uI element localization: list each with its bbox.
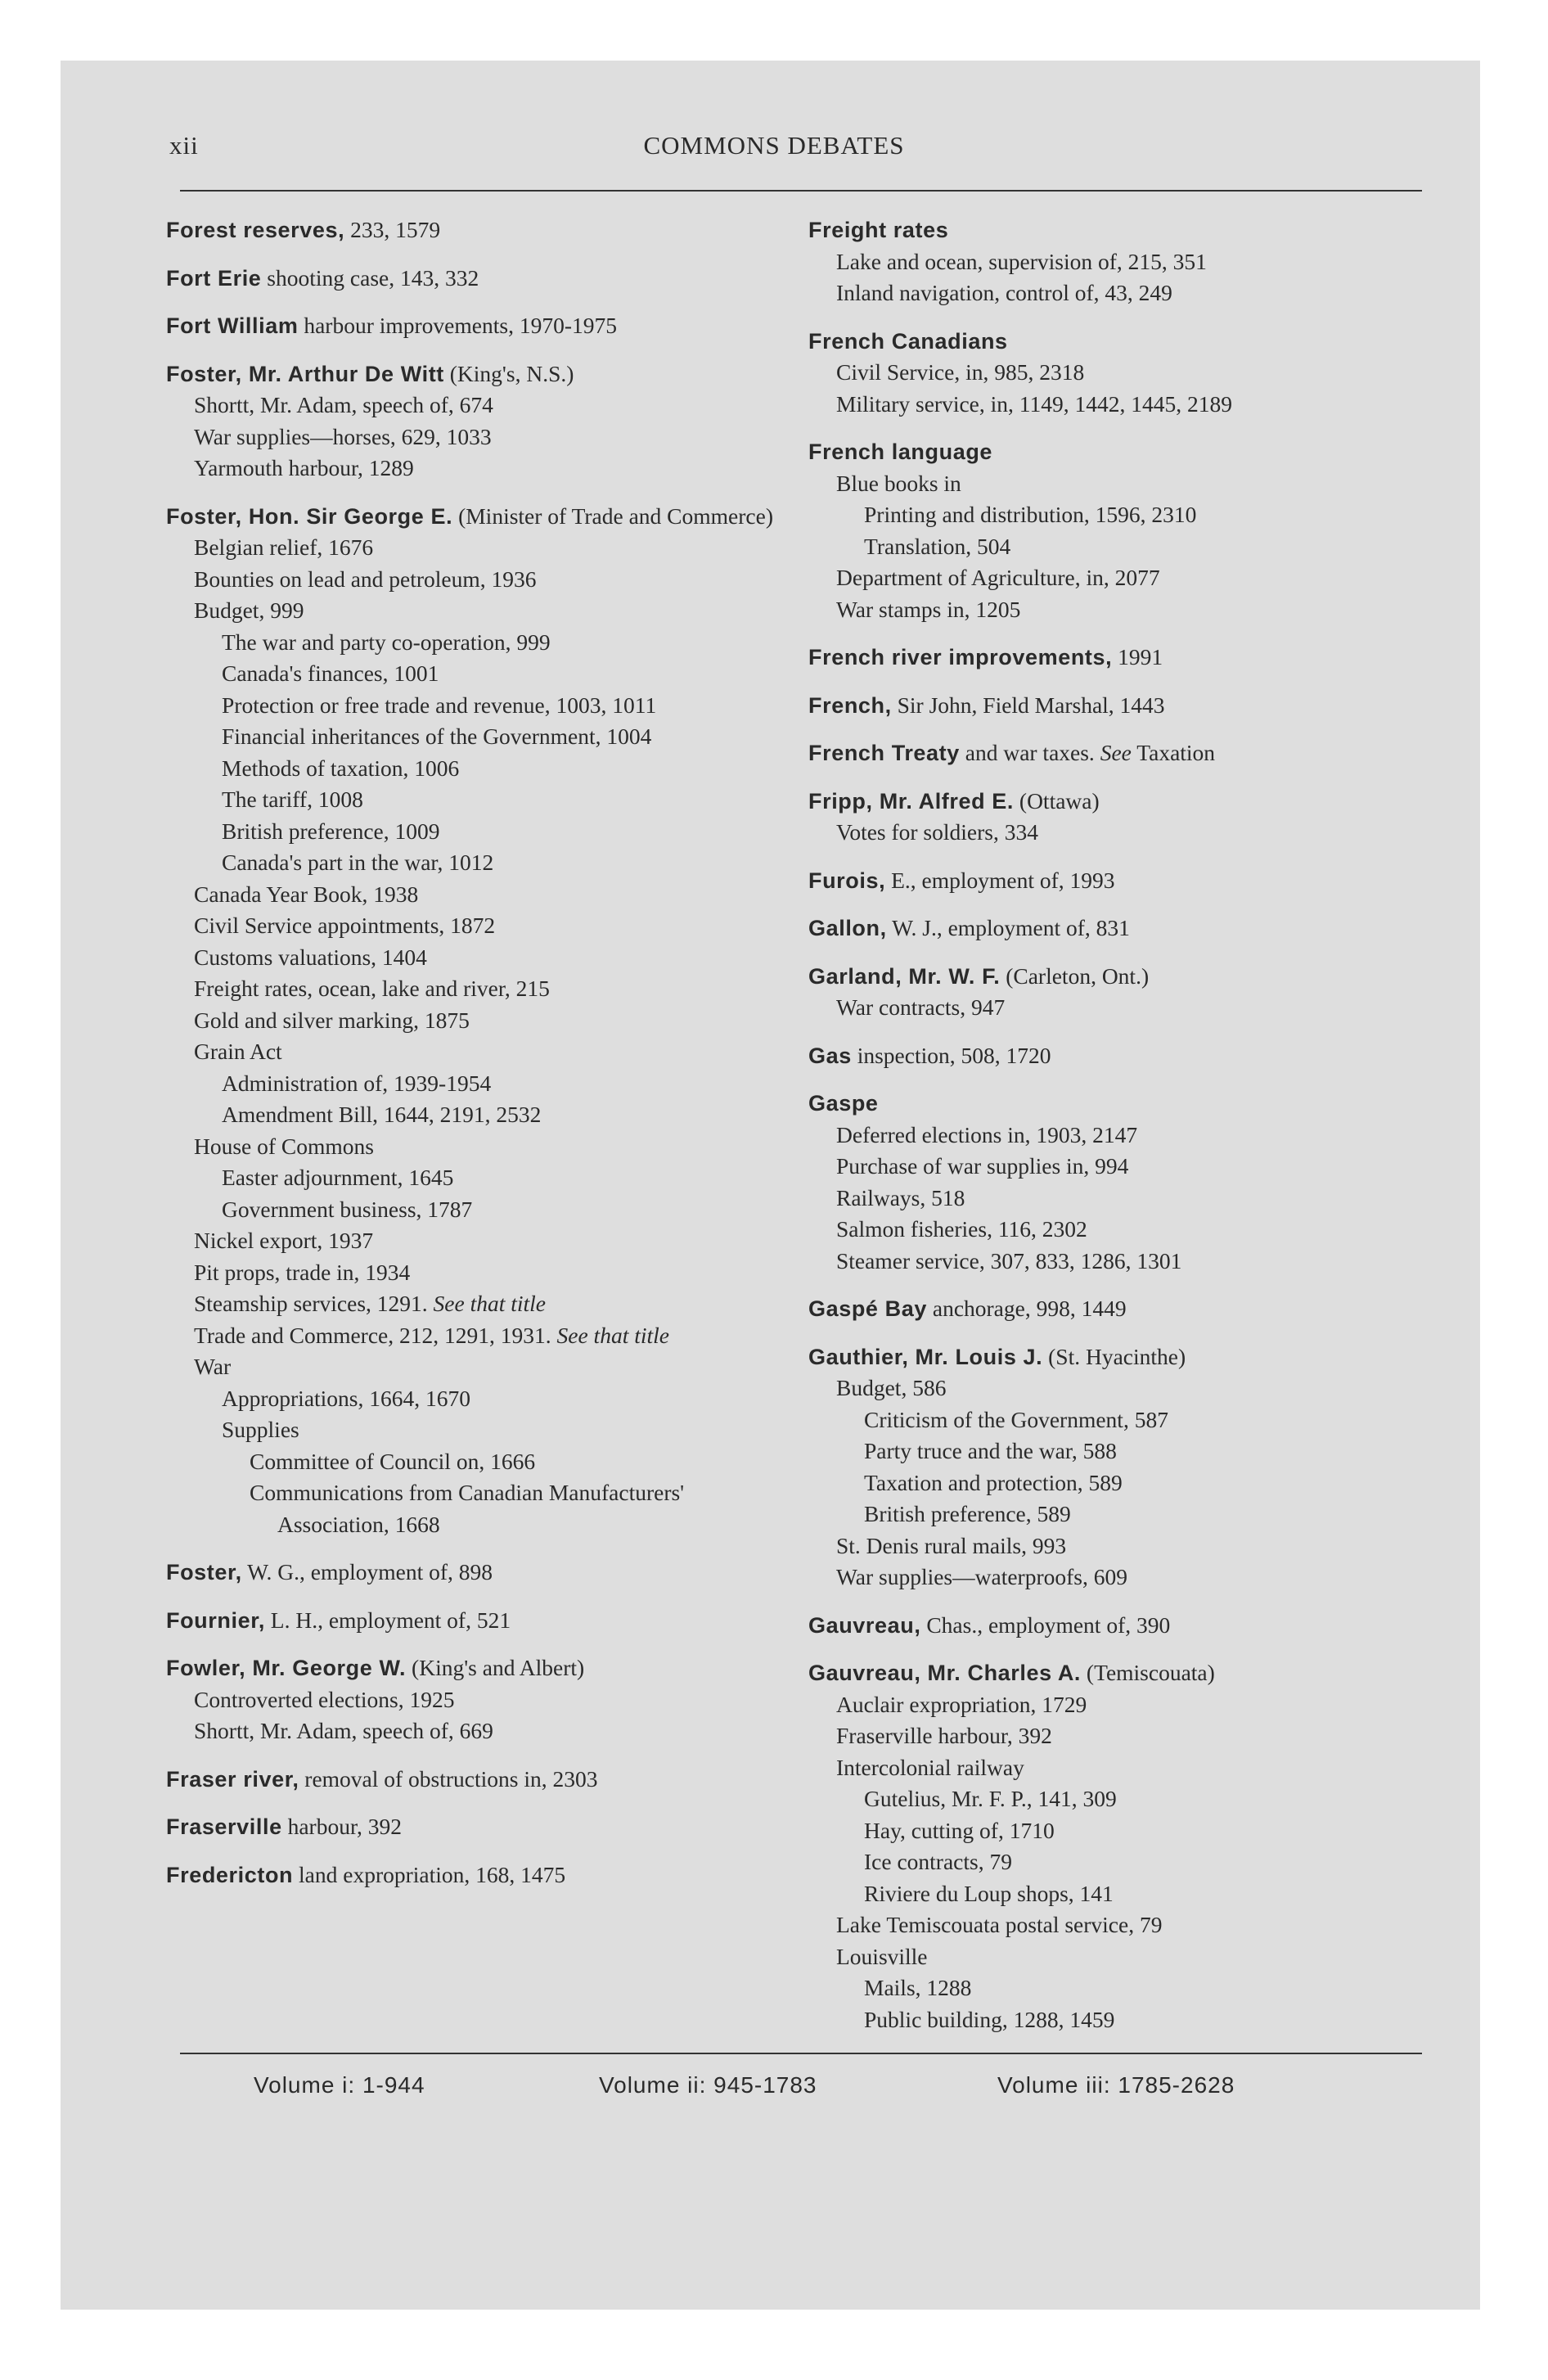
- entry-text: Taxation and protection, 589: [864, 1469, 1123, 1495]
- sub-entry: [166, 1288, 781, 1320]
- cross-reference: See: [1100, 740, 1132, 765]
- entry-text: shooting case, 143, 332: [261, 264, 479, 291]
- entry-text: Fraserville harbour, 392: [836, 1723, 1052, 1748]
- sub-entry: [166, 1068, 781, 1100]
- entry-heading: [166, 358, 781, 390]
- sub-entry: [808, 817, 1426, 849]
- sub-entry: [166, 1320, 781, 1352]
- entry-text: Freight rates, ocean, lake and river, 215: [194, 976, 550, 1001]
- entry-text: Pit props, trade in, 1934: [194, 1259, 411, 1285]
- sub-entry: [166, 1099, 781, 1131]
- sub-entry: [166, 816, 781, 848]
- headword: Fraser river,: [166, 1766, 299, 1792]
- sub-entry: [166, 1684, 781, 1716]
- entry-text: Canada Year Book, 1938: [194, 881, 419, 907]
- index-entry: [808, 1610, 1426, 1642]
- sub-entry: [808, 1815, 1426, 1847]
- sub-entry: [166, 1131, 781, 1163]
- entry-heading: [166, 310, 781, 342]
- sub-entry: [166, 690, 781, 722]
- sub-entry: [808, 246, 1426, 278]
- sub-entry: [166, 1194, 781, 1226]
- entry-heading: [808, 1657, 1426, 1689]
- sub-entry: [166, 973, 781, 1005]
- sub-entry: [808, 992, 1426, 1024]
- sub-entry: [808, 1151, 1426, 1183]
- headword: Fowler, Mr. George W.: [166, 1656, 407, 1680]
- sub-entry: [808, 1120, 1426, 1152]
- headword: Forest reserves,: [166, 218, 345, 242]
- headword: Fraserville: [166, 1814, 282, 1839]
- entry-text: Financial inheritances of the Government, 1004: [222, 723, 652, 749]
- entry-text: Easter adjournment, 1645: [222, 1165, 454, 1190]
- sub-entry: [808, 2004, 1426, 2036]
- entry-heading: [808, 1088, 1426, 1120]
- entry-heading: [166, 1859, 781, 1891]
- entry-text: War contracts, 947: [836, 994, 1006, 1020]
- sub-entry: [808, 1689, 1426, 1721]
- headword: Gauvreau, Mr. Charles A.: [808, 1661, 1082, 1685]
- header-rule: [180, 190, 1422, 192]
- index-entry: [808, 436, 1426, 625]
- index-entry: [166, 214, 781, 246]
- sub-entry: [808, 1720, 1426, 1752]
- sub-entry: [808, 357, 1426, 389]
- sub-entry: [808, 499, 1426, 531]
- entry-heading: [808, 865, 1426, 897]
- index-entry: [166, 1652, 781, 1747]
- sub-entry: [166, 595, 781, 627]
- entry-text: Methods of taxation, 1006: [222, 755, 460, 781]
- entry-text: Criticism of the Government, 587: [864, 1406, 1168, 1432]
- entry-text: E., employment of, 1993: [885, 867, 1115, 893]
- entry-text: Government business, 1787: [222, 1196, 473, 1222]
- entry-text: Canada's part in the war, 1012: [222, 850, 494, 875]
- entry-text: British preference, 589: [864, 1501, 1071, 1526]
- index-entry: [166, 1859, 781, 1891]
- headword: Furois,: [808, 868, 886, 893]
- entry-text: Yarmouth harbour, 1289: [194, 455, 414, 480]
- headword: French language: [808, 439, 993, 464]
- sub-entry: [166, 1446, 781, 1478]
- index-entry: [166, 501, 781, 1541]
- headword: Fredericton: [166, 1862, 294, 1887]
- entry-text: Belgian relief, 1676: [194, 534, 374, 560]
- entry-heading: [808, 913, 1426, 944]
- entry-text: Auclair expropriation, 1729: [836, 1691, 1087, 1717]
- index-entry: [166, 310, 781, 342]
- footer-rule: [180, 2053, 1422, 2054]
- sub-entry: [808, 531, 1426, 563]
- entry-text: Lake Temiscouata postal service, 79: [836, 1912, 1163, 1937]
- entry-heading: [166, 1652, 781, 1684]
- cross-reference: See that title: [556, 1322, 669, 1348]
- sub-entry: [808, 1846, 1426, 1878]
- entry-text: Inland navigation, control of, 43, 249: [836, 280, 1172, 305]
- entry-text: Deferred elections in, 1903, 2147: [836, 1121, 1138, 1147]
- entry-text: War supplies—waterproofs, 609: [836, 1564, 1127, 1589]
- entry-text: Sir John, Field Marshal, 1443: [891, 692, 1165, 718]
- sub-entry: [808, 1246, 1426, 1278]
- headword: Gauthier, Mr. Louis J.: [808, 1344, 1043, 1369]
- volume-range-3: Volume iii: 1785-2628: [997, 2072, 1235, 2098]
- sub-entry: [808, 1941, 1426, 1973]
- headword: Gauvreau,: [808, 1612, 921, 1638]
- sub-entry: [808, 1436, 1426, 1467]
- headword: Gaspe: [808, 1091, 879, 1116]
- sub-entry: [808, 277, 1426, 309]
- entry-heading: [808, 326, 1426, 358]
- index-entry: [166, 358, 781, 485]
- headword: Fort William: [166, 313, 299, 338]
- entry-text: Intercolonial railway: [836, 1754, 1024, 1780]
- entry-text: Steamer service, 307, 833, 1286, 1301: [836, 1247, 1182, 1273]
- entry-heading: [166, 1605, 781, 1637]
- sub-entry: [166, 564, 781, 596]
- entry-text: (King's, N.S.): [443, 360, 574, 386]
- index-column-right: [808, 214, 1426, 2035]
- entry-text: Shortt, Mr. Adam, speech of, 669: [194, 1718, 493, 1743]
- headword: French river improvements,: [808, 645, 1113, 669]
- entry-heading: [166, 501, 781, 533]
- sub-entry: [808, 1752, 1426, 1784]
- headword: French Treaty: [808, 741, 960, 765]
- entry-text: inspection, 508, 1720: [851, 1042, 1051, 1068]
- entry-text: Hay, cutting of, 1710: [864, 1817, 1055, 1843]
- entry-heading: [808, 737, 1426, 769]
- index-entry: [808, 961, 1426, 1024]
- entry-text: Canada's finances, 1001: [222, 660, 439, 686]
- entry-text: Supplies: [222, 1417, 299, 1442]
- entry-text: harbour, 392: [281, 1814, 402, 1839]
- entry-text: British preference, 1009: [222, 818, 440, 844]
- entry-text: land expropriation, 168, 1475: [293, 1861, 566, 1887]
- sub-entry: [166, 1162, 781, 1194]
- entry-heading: [166, 1811, 781, 1843]
- sub-entry: [166, 847, 781, 879]
- sub-entry: [808, 1530, 1426, 1562]
- index-entry: [808, 737, 1426, 769]
- sub-entry: [166, 942, 781, 974]
- sub-entry: [166, 1715, 781, 1747]
- headword: Garland, Mr. W. F.: [808, 963, 1001, 989]
- sub-entry: [166, 627, 781, 659]
- index-entry: [808, 913, 1426, 944]
- sub-entry: [808, 1783, 1426, 1815]
- sub-entry: [166, 1036, 781, 1068]
- entry-text: Party truce and the war, 588: [864, 1438, 1117, 1463]
- sub-entry: [166, 1414, 781, 1446]
- index-entry: [808, 1341, 1426, 1593]
- sub-entry: [166, 1225, 781, 1257]
- sub-entry: [808, 1467, 1426, 1499]
- entry-text: St. Denis rural mails, 993: [836, 1532, 1067, 1558]
- sub-entry: [166, 879, 781, 911]
- entry-text: Communications from Canadian Manufacturers' Association, 1668: [250, 1480, 685, 1537]
- entry-heading: [808, 436, 1426, 468]
- entry-text: (Ottawa): [1014, 787, 1100, 814]
- sub-entry: [166, 910, 781, 942]
- sub-entry: [808, 1373, 1426, 1404]
- entry-text: House of Commons: [194, 1133, 374, 1159]
- entry-text: Nickel export, 1937: [194, 1228, 374, 1253]
- entry-heading: [808, 690, 1426, 722]
- entry-text: Customs valuations, 1404: [194, 944, 427, 970]
- entry-text: Committee of Council on, 1666: [250, 1448, 536, 1474]
- entry-text: Controverted elections, 1925: [194, 1686, 455, 1712]
- headword: Fort Erie: [166, 265, 262, 291]
- headword: Gallon,: [808, 916, 887, 940]
- entry-text: (King's and Albert): [406, 1655, 585, 1680]
- entry-text: Riviere du Loup shops, 141: [864, 1880, 1114, 1906]
- index-entry: [166, 1811, 781, 1843]
- entry-heading: [808, 1610, 1426, 1642]
- headword: Gas: [808, 1043, 852, 1068]
- entry-text: Lake and ocean, supervision of, 215, 351: [836, 248, 1207, 274]
- entry-text: Purchase of war supplies in, 994: [836, 1153, 1129, 1179]
- entry-text: harbour improvements, 1970-1975: [298, 313, 617, 338]
- entry-text: Department of Agriculture, in, 2077: [836, 565, 1160, 590]
- entry-text: Salmon fisheries, 116, 2302: [836, 1216, 1087, 1242]
- entry-text: Budget, 999: [194, 597, 304, 623]
- entry-text: Taxation: [1131, 740, 1216, 765]
- entry-text: War stamps in, 1205: [836, 596, 1021, 622]
- sub-entry: [808, 594, 1426, 626]
- entry-heading: [166, 263, 781, 295]
- index-entry: [808, 1088, 1426, 1277]
- entry-text: Ice contracts, 79: [864, 1849, 1012, 1874]
- entry-text: Gutelius, Mr. F. P., 141, 309: [864, 1786, 1117, 1811]
- entry-text: Civil Service, in, 985, 2318: [836, 359, 1085, 385]
- entry-text: 1991: [1112, 644, 1163, 669]
- index-entry: [166, 263, 781, 295]
- entry-text: Translation, 504: [864, 533, 1011, 559]
- sub-entry: [808, 1562, 1426, 1593]
- entry-text: (Temiscouata): [1081, 1660, 1215, 1685]
- sub-entry: [166, 1383, 781, 1415]
- headword: Foster, Mr. Arthur De Witt: [166, 361, 444, 386]
- sub-entry: [808, 1878, 1426, 1910]
- headword: French Canadians: [808, 328, 1008, 354]
- volume-range-1: Volume i: 1-944: [254, 2072, 425, 2098]
- entry-heading: [808, 1293, 1426, 1325]
- entry-text: Civil Service appointments, 1872: [194, 913, 496, 938]
- entry-text: War: [194, 1354, 232, 1379]
- sub-entry: [166, 1351, 781, 1383]
- entry-text: Grain Act: [194, 1039, 282, 1064]
- sub-entry: [808, 1183, 1426, 1215]
- sub-entry: [166, 532, 781, 564]
- headword: Foster, Hon. Sir George E.: [166, 503, 453, 529]
- entry-text: Budget, 586: [836, 1375, 947, 1400]
- sub-entry: [166, 1477, 781, 1540]
- entry-text: Steamship services, 1291.: [194, 1291, 434, 1316]
- index-entry: [808, 326, 1426, 421]
- entry-text: Shortt, Mr. Adam, speech of, 674: [194, 392, 493, 417]
- entry-text: The tariff, 1008: [222, 787, 363, 812]
- entry-text: Chas., employment of, 390: [920, 1611, 1171, 1638]
- sub-entry: [808, 1404, 1426, 1436]
- entry-text: Railways, 518: [836, 1184, 965, 1210]
- entry-text: Administration of, 1939-1954: [222, 1070, 492, 1096]
- headword: French,: [808, 692, 892, 718]
- headword: Fournier,: [166, 1607, 265, 1633]
- index-entry: [166, 1605, 781, 1637]
- entry-text: Trade and Commerce, 212, 1291, 1931.: [194, 1322, 557, 1348]
- index-entry: [808, 690, 1426, 722]
- entry-heading: [808, 786, 1426, 818]
- entry-text: Military service, in, 1149, 1442, 1445, 2189: [836, 390, 1232, 417]
- sub-entry: [808, 468, 1426, 500]
- running-title: COMMONS DEBATES: [643, 131, 905, 160]
- entry-text: Votes for soldiers, 334: [836, 819, 1038, 845]
- entry-text: Gold and silver marking, 1875: [194, 1007, 470, 1033]
- entry-text: (Minister of Trade and Commerce): [452, 503, 773, 529]
- index-entry: [808, 865, 1426, 897]
- index-entry: [808, 1657, 1426, 2035]
- cross-reference: See that title: [433, 1291, 546, 1316]
- sub-entry: [808, 1972, 1426, 2004]
- entry-text: W. J., employment of, 831: [886, 915, 1130, 940]
- entry-text: 233, 1579: [344, 217, 441, 242]
- entry-text: (Carleton, Ont.): [1000, 962, 1150, 989]
- sub-entry: [808, 562, 1426, 594]
- sub-entry: [166, 658, 781, 690]
- headword: Fripp, Mr. Alfred E.: [808, 788, 1015, 814]
- entry-heading: [166, 1764, 781, 1796]
- sub-entry: [166, 784, 781, 816]
- entry-text: anchorage, 998, 1449: [926, 1296, 1127, 1321]
- entry-heading: [808, 1341, 1426, 1373]
- entry-text: (St. Hyacinthe): [1042, 1343, 1186, 1369]
- entry-text: and war taxes.: [959, 740, 1100, 765]
- index-entry: [808, 214, 1426, 309]
- sub-entry: [808, 389, 1426, 421]
- entry-text: Appropriations, 1664, 1670: [222, 1385, 471, 1411]
- entry-text: L. H., employment of, 521: [264, 1607, 511, 1633]
- entry-heading: [166, 214, 781, 246]
- index-entry: [808, 1040, 1426, 1072]
- entry-text: Printing and distribution, 1596, 2310: [864, 502, 1197, 527]
- headword: Freight rates: [808, 218, 949, 242]
- entry-text: Mails, 1288: [864, 1975, 972, 2000]
- page-number: xii: [169, 131, 199, 160]
- entry-heading: [808, 961, 1426, 993]
- entry-text: Amendment Bill, 1644, 2191, 2532: [222, 1102, 542, 1127]
- entry-text: Louisville: [836, 1943, 928, 1969]
- entry-heading: [808, 642, 1426, 674]
- index-entry: [166, 1557, 781, 1589]
- headword: Foster,: [166, 1560, 242, 1584]
- entry-text: Protection or free trade and revenue, 1003, 1011: [222, 692, 657, 718]
- sub-entry: [166, 753, 781, 785]
- sub-entry: [808, 1909, 1426, 1941]
- entry-text: Bounties on lead and petroleum, 1936: [194, 566, 537, 592]
- sub-entry: [808, 1214, 1426, 1246]
- index-entry: [166, 1764, 781, 1796]
- entry-text: Blue books in: [836, 470, 961, 496]
- entry-text: The war and party co-operation, 999: [222, 629, 551, 655]
- entry-text: removal of obstructions in, 2303: [299, 1765, 598, 1792]
- index-entry: [808, 642, 1426, 674]
- sub-entry: [166, 421, 781, 453]
- volume-range-2: Volume ii: 945-1783: [599, 2072, 817, 2098]
- headword: Gaspé Bay: [808, 1296, 927, 1321]
- entry-text: War supplies—horses, 629, 1033: [194, 423, 492, 449]
- index-entry: [808, 1293, 1426, 1325]
- entry-heading: [808, 1040, 1426, 1072]
- sub-entry: [166, 721, 781, 753]
- index-entry: [808, 786, 1426, 849]
- entry-heading: [166, 1557, 781, 1589]
- sub-entry: [166, 390, 781, 421]
- entry-heading: [808, 214, 1426, 246]
- sub-entry: [166, 453, 781, 485]
- entry-text: W. G., employment of, 898: [241, 1559, 493, 1584]
- sub-entry: [166, 1005, 781, 1037]
- index-column-left: [166, 214, 781, 1891]
- entry-text: Public building, 1288, 1459: [864, 2006, 1115, 2032]
- sub-entry: [808, 1499, 1426, 1530]
- sub-entry: [166, 1257, 781, 1289]
